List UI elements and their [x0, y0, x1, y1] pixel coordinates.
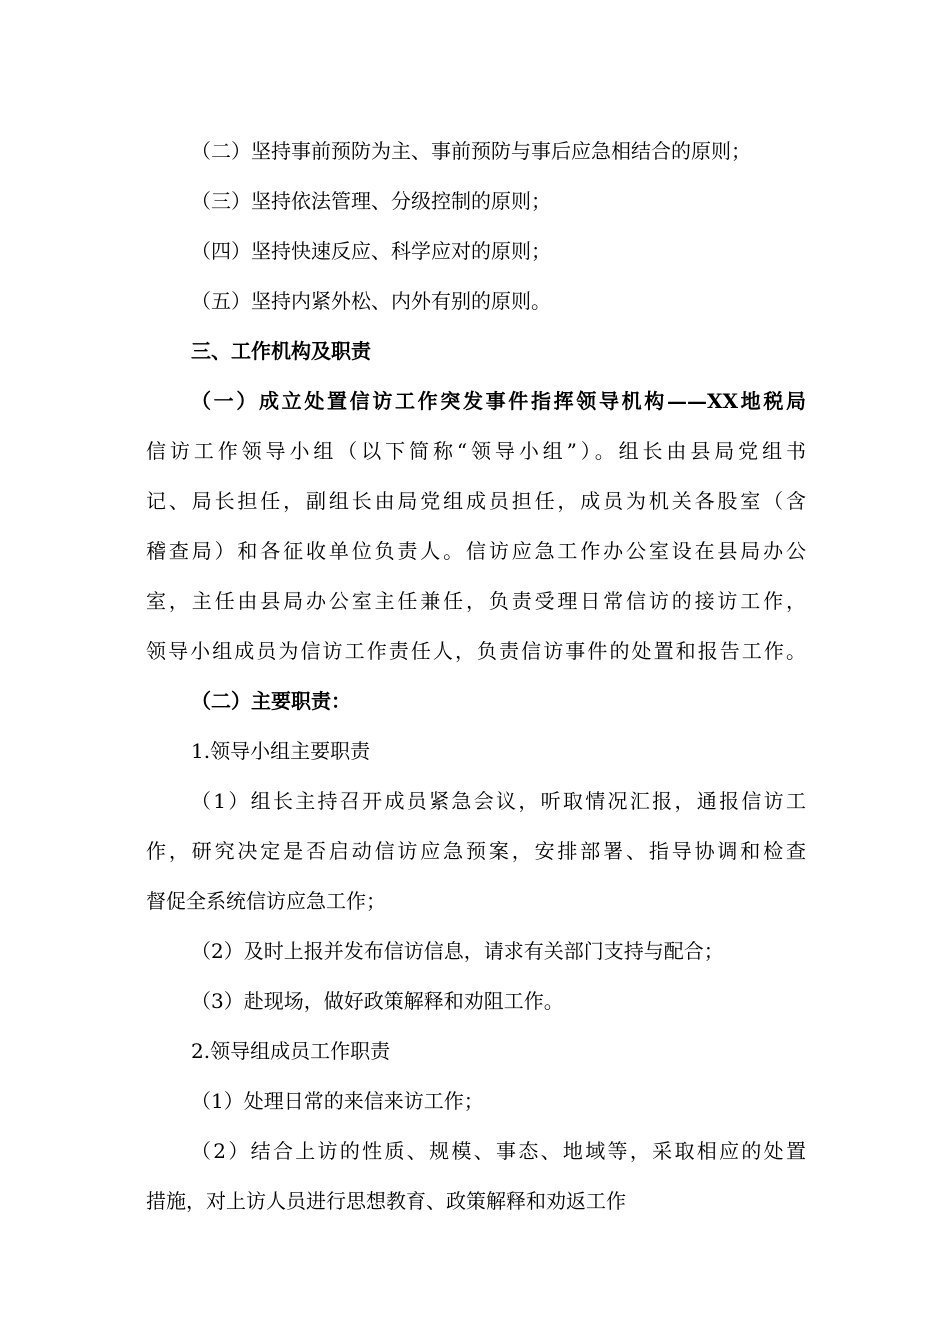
duties-heading: （二）主要职责： [191, 689, 351, 713]
leader-group-title: 1.领导小组主要职责 [191, 739, 371, 763]
org-paragraph-line: 领导小组成员为信访工作责任人，负责信访事件的处置和报告工作。 [146, 639, 806, 663]
leader-item-2: （2）及时上报并发布信访信息，请求有关部门支持与配合； [191, 939, 724, 963]
leader-item-3: （3）赴现场，做好政策解释和劝阻工作。 [191, 989, 564, 1013]
member-item-2-line: （2）结合上访的性质、规模、事态、地域等，采取相应的处置 [191, 1139, 806, 1163]
principle-2: （二）坚持事前预防为主、事前预防与事后应急相结合的原则； [191, 139, 751, 163]
leader-item-1-line: 作，研究决定是否启动信访应急预案，安排部署、指导协调和检查 [146, 839, 806, 863]
org-paragraph-line: 稽查局）和各征收单位负责人。信访应急工作办公室设在县局办公 [146, 539, 806, 563]
member-item-2-line: 措施，对上访人员进行思想教育、政策解释和劝返工作 [146, 1189, 626, 1213]
member-item-1: （1）处理日常的来信来访工作； [191, 1089, 484, 1113]
principle-4: （四）坚持快速反应、科学应对的原则； [191, 239, 551, 263]
org-paragraph-line: 室，主任由县局办公室主任兼任，负责受理日常信访的接访工作， [146, 589, 806, 613]
principle-3: （三）坚持依法管理、分级控制的原则； [191, 189, 551, 213]
org-paragraph-line: 信访工作领导小组（以下简称“领导小组”）。组长由县局党组书 [146, 439, 806, 463]
member-title: 2.领导组成员工作职责 [191, 1039, 391, 1063]
principle-5: （五）坚持内紧外松、内外有别的原则。 [191, 289, 551, 313]
org-paragraph-line: （一）成立处置信访工作突发事件指挥领导机构——XX地税局 [191, 389, 806, 413]
leader-item-1-line: 督促全系统信访应急工作； [146, 889, 386, 913]
org-paragraph-line: 记、局长担任，副组长由局党组成员担任，成员为机关各股室（含 [146, 489, 806, 513]
leader-item-1-line: （1）组长主持召开成员紧急会议，听取情况汇报，通报信访工 [191, 789, 806, 813]
section-heading: 三、工作机构及职责 [191, 339, 371, 363]
